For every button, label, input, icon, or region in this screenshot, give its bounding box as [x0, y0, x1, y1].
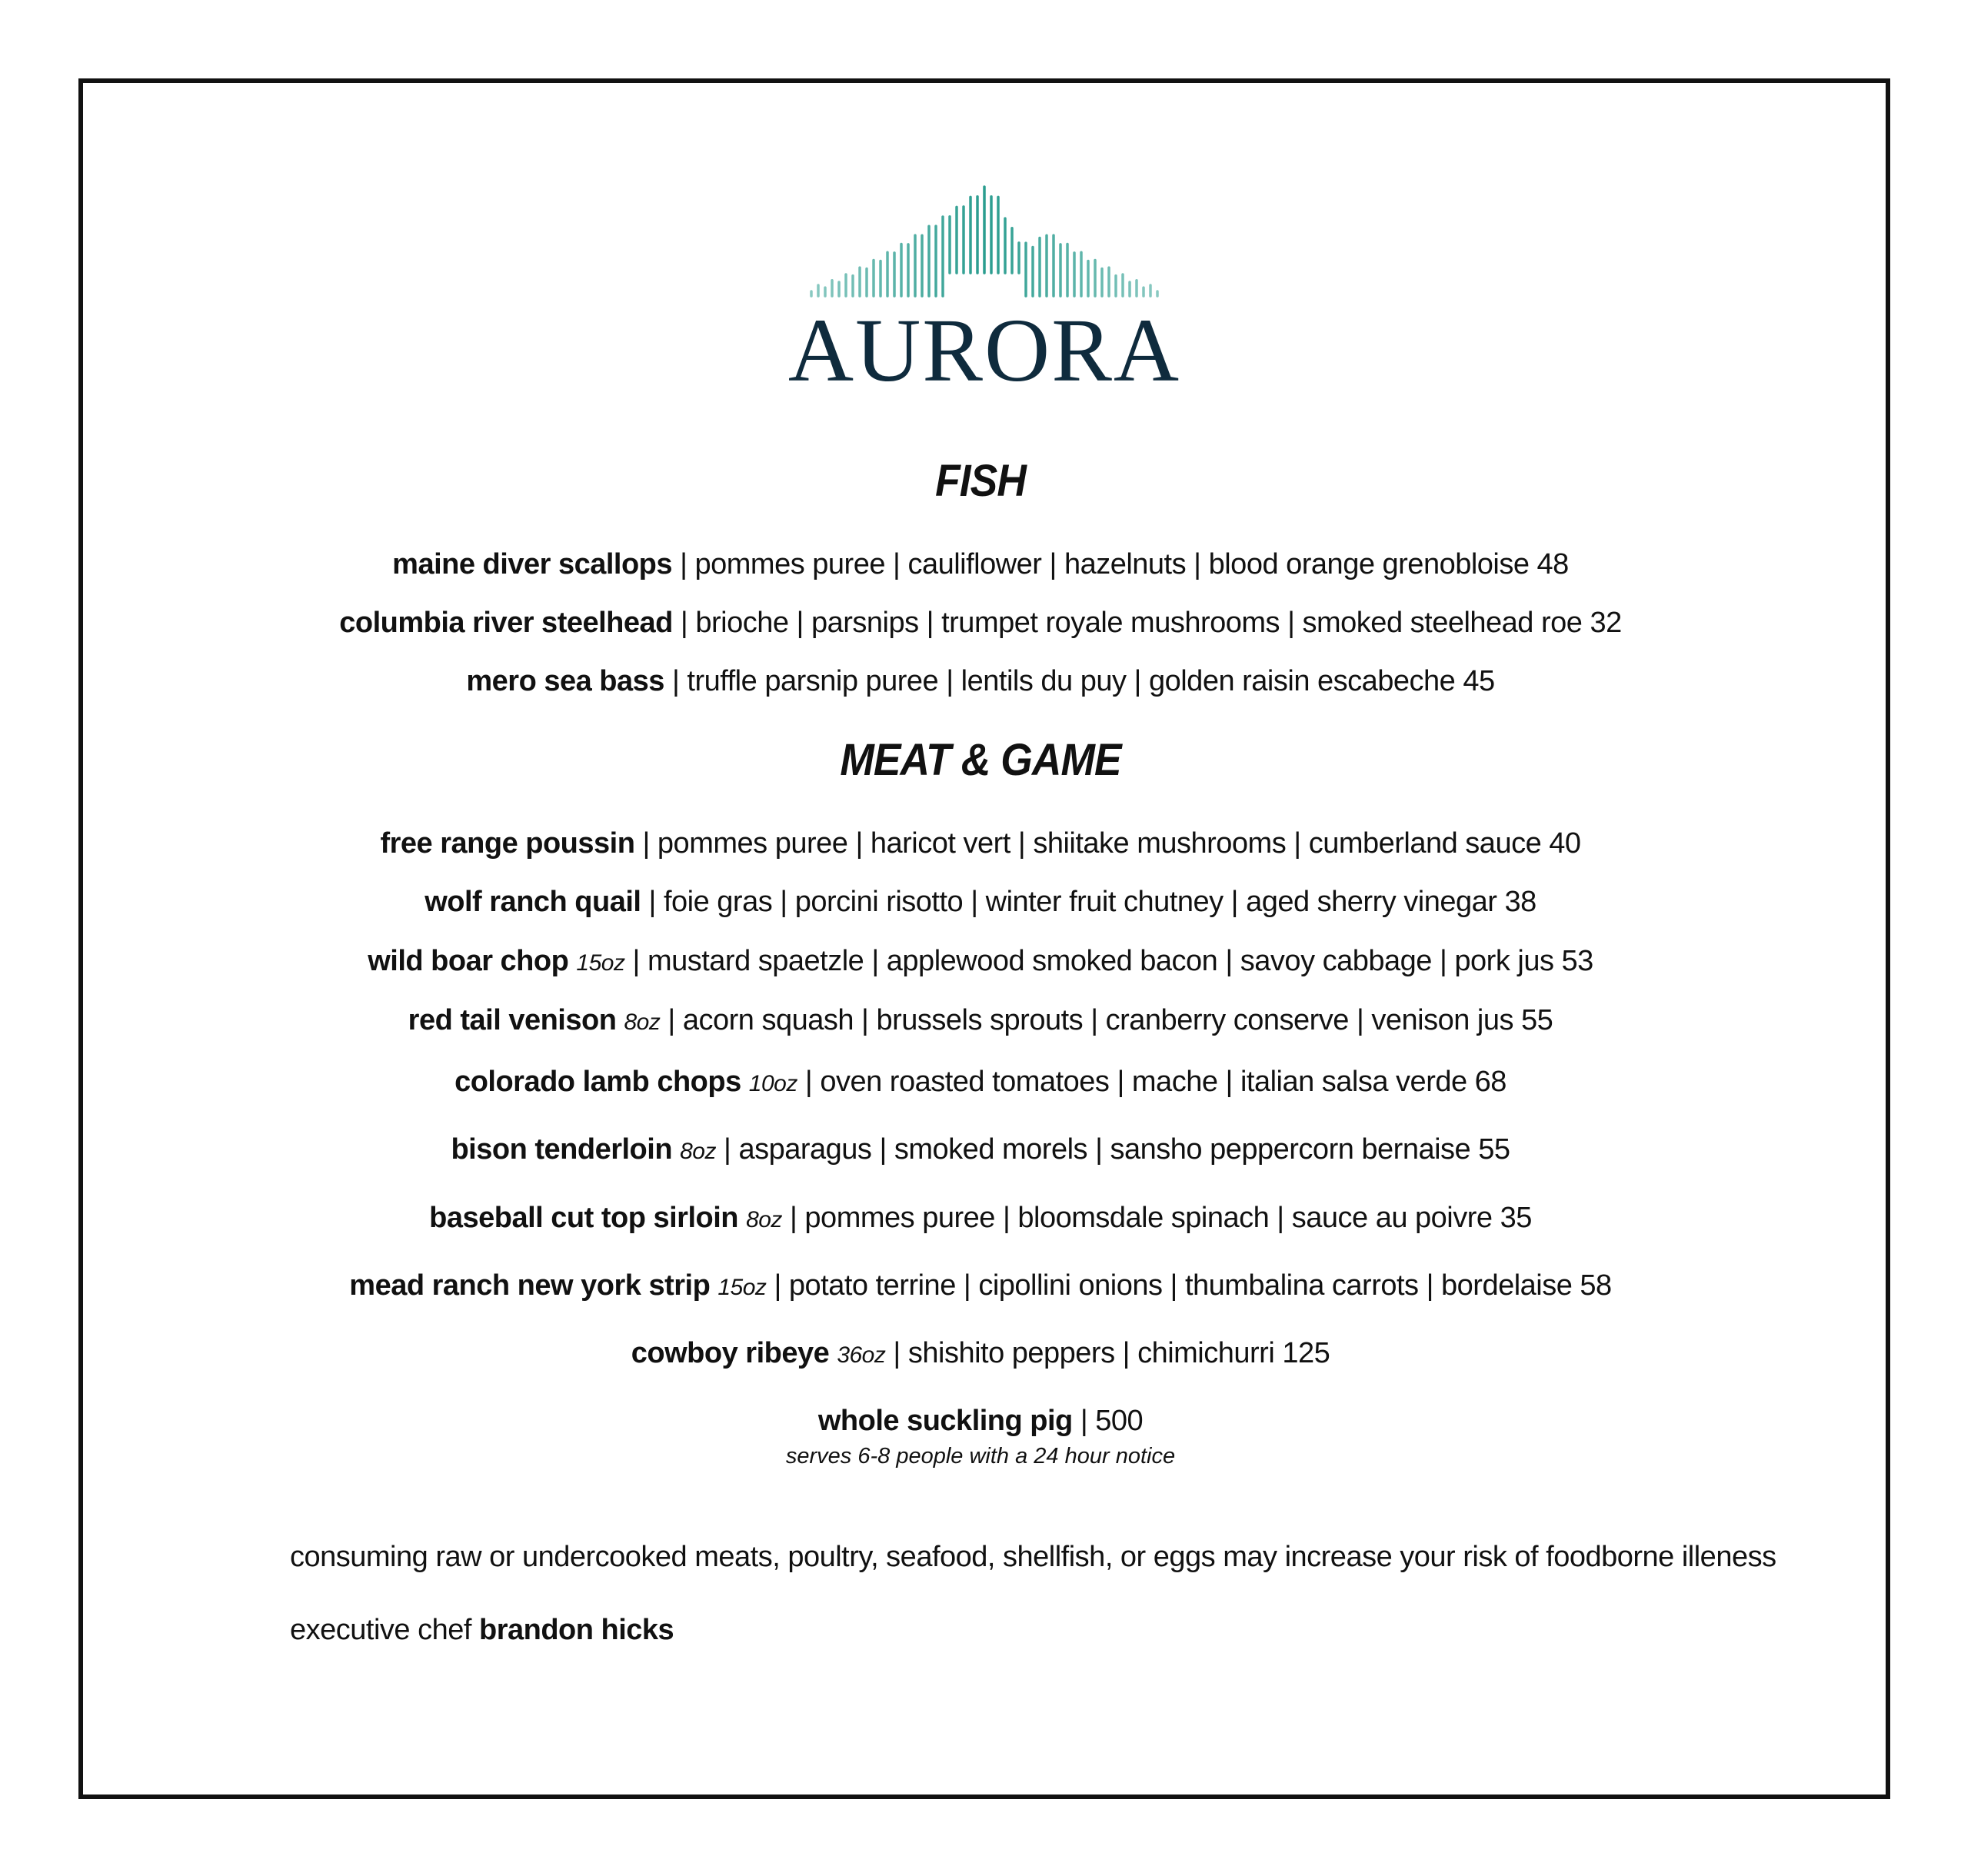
chef-label: executive chef [290, 1614, 479, 1646]
item-name: wolf ranch quail [424, 886, 641, 918]
item-note: serves 6-8 people with a 24 hour notice [785, 1444, 1176, 1469]
menu-item [0, 546, 1961, 583]
item-name: bison tenderloin [451, 1133, 673, 1166]
item-details: | truffle parsnip puree | lentils du puy | golden raisin escabeche 45 [664, 665, 1495, 697]
menu-item [0, 1131, 1961, 1170]
aurora-logo-graphic [784, 154, 1184, 392]
item-details: | pommes puree | cauliflower | hazelnuts | blood orange grenobloise 48 [672, 548, 1569, 580]
item-details: | potato terrine | cipollini onions | thumbalina carrots | bordelaise 58 [766, 1269, 1612, 1302]
item-name: mead ranch new york strip [349, 1269, 711, 1302]
aurora-lights-graphic [811, 187, 1157, 296]
item-size: 36oz [837, 1342, 886, 1368]
item-size: 8oz [680, 1139, 716, 1164]
item-name: maine diver scallops [392, 548, 673, 580]
item-name: cowboy ribeye [631, 1337, 830, 1369]
item-name: free range poussin [380, 827, 635, 860]
menu-item [0, 883, 1961, 920]
item-details: | foie gras | porcini risotto | winter fruit chutney | aged sherry vinegar 38 [641, 886, 1537, 918]
item-details: | shishito peppers | chimichurri 125 [885, 1337, 1330, 1369]
menu-item [0, 1335, 1961, 1374]
item-name: red tail venison [408, 1004, 617, 1036]
item-name: baseball cut top sirloin [429, 1202, 738, 1234]
section-heading-meat-game: MEAT & GAME [840, 735, 1121, 785]
menu-item [0, 943, 1961, 982]
item-size: 8oz [624, 1010, 661, 1035]
item-details: | asparagus | smoked morels | sansho peppercorn bernaise 55 [715, 1133, 1510, 1166]
section-heading-fish: FISH [935, 456, 1026, 506]
item-size: 15oz [717, 1275, 767, 1300]
menu-item [0, 663, 1961, 700]
item-size: 8oz [746, 1207, 782, 1232]
item-name: wild boar chop [368, 945, 569, 977]
item-details: | pommes puree | bloomsdale spinach | sauce au poivre 35 [781, 1202, 1532, 1234]
aurora-logo [784, 154, 1184, 392]
menu-item [0, 1402, 1961, 1439]
menu-item [0, 1199, 1961, 1239]
item-name: columbia river steelhead [339, 607, 673, 639]
item-details: | 500 [1072, 1405, 1144, 1437]
menu-item [0, 825, 1961, 862]
menu-item [0, 1267, 1961, 1306]
menu-item [0, 1002, 1961, 1041]
logo-wordmark: AURORA [787, 300, 1181, 392]
menu-item [0, 1063, 1961, 1103]
item-details: | acorn squash | brussels sprouts | cranberry conserve | venison jus 55 [660, 1004, 1553, 1036]
item-name: colorado lamb chops [454, 1066, 741, 1098]
item-name: whole suckling pig [817, 1405, 1073, 1437]
item-details: | oven roasted tomatoes | mache | italian salsa verde 68 [797, 1066, 1507, 1098]
menu-item [0, 604, 1961, 641]
food-safety-disclaimer: consuming raw or undercooked meats, poultry, seafood, shellfish, or eggs may increase your risk of foodborne illeness [290, 1541, 1776, 1573]
item-name: mero sea bass [466, 665, 664, 697]
chef-name: brandon hicks [478, 1614, 674, 1646]
executive-chef-credit [290, 1614, 674, 1647]
item-size: 10oz [748, 1071, 797, 1096]
item-details: | mustard spaetzle | applewood smoked bacon | savoy cabbage | pork jus 53 [624, 945, 1593, 977]
item-details: | pommes puree | haricot vert | shiitake mushrooms | cumberland sauce 40 [634, 827, 1581, 860]
item-size: 15oz [576, 950, 625, 976]
item-details: | brioche | parsnips | trumpet royale mushrooms | smoked steelhead roe 32 [672, 607, 1622, 639]
